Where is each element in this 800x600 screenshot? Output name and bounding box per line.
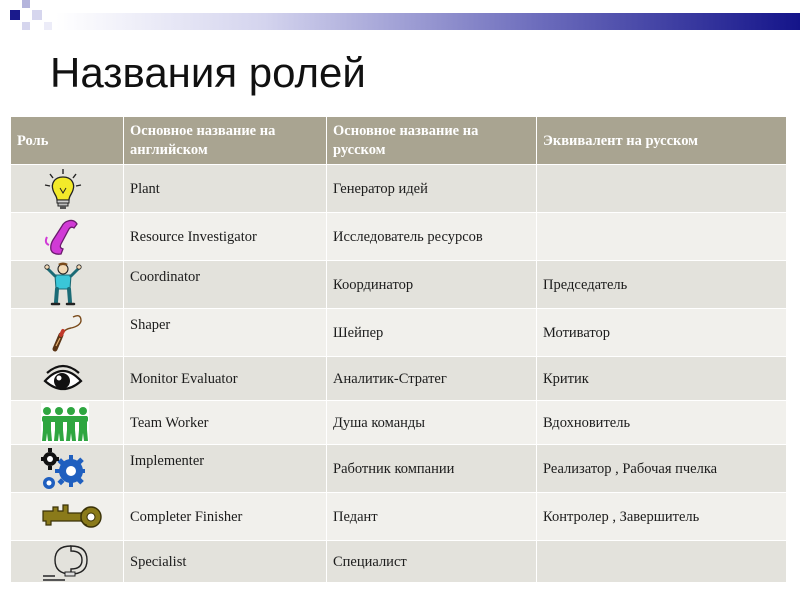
role-english-name: Specialist (124, 541, 327, 583)
role-russian-equivalent: Реализатор , Рабочая пчелка (537, 445, 787, 493)
role-russian-equivalent: Мотиватор (537, 309, 787, 357)
role-english-name: Monitor Evaluator (124, 357, 327, 401)
telephone-handset-icon (41, 215, 85, 259)
role-icon-cell (11, 213, 124, 261)
role-icon-cell (11, 445, 124, 493)
table-row (11, 213, 787, 261)
person-icon (41, 262, 85, 308)
role-russian-equivalent (537, 541, 787, 583)
paper-dolls-icon (41, 403, 89, 443)
whip-icon (41, 311, 85, 355)
role-russian-equivalent: Председатель (537, 261, 787, 309)
role-russian-equivalent: Критик (537, 357, 787, 401)
role-icon-cell (11, 165, 124, 213)
role-icon-cell (11, 357, 124, 401)
role-russian-equivalent: Контролер , Завершитель (537, 493, 787, 541)
column-header-russian-name: Основное название на русском (327, 117, 537, 165)
role-english-name: Resource Investigator (124, 213, 327, 261)
role-english-name: Coordinator (124, 261, 327, 309)
page-title: Названия ролей (50, 49, 366, 96)
role-icon-cell (11, 493, 124, 541)
table-row (11, 493, 787, 541)
table-header-row (11, 117, 787, 165)
table-row (11, 445, 787, 493)
role-icon-cell (11, 261, 124, 309)
role-english-name: Shaper (124, 309, 327, 357)
role-icon-cell (11, 401, 124, 445)
eye-icon (41, 359, 85, 399)
role-icon-cell (11, 541, 124, 583)
gears-icon (41, 447, 85, 491)
key-icon (41, 495, 103, 539)
table-row (11, 357, 787, 401)
role-russian-equivalent (537, 165, 787, 213)
column-header-role: Роль (11, 117, 124, 165)
table-row (11, 401, 787, 445)
role-russian-name: Координатор (327, 261, 537, 309)
role-russian-name: Работник компании (327, 445, 537, 493)
role-russian-equivalent (537, 213, 787, 261)
table-row (11, 309, 787, 357)
role-english-name: Team Worker (124, 401, 327, 445)
role-russian-name: Душа команды (327, 401, 537, 445)
column-header-english-name: Основное название на английском (124, 117, 327, 165)
role-russian-name: Аналитик-Стратег (327, 357, 537, 401)
roles-table (10, 116, 787, 583)
role-english-name: Plant (124, 165, 327, 213)
table-row (11, 165, 787, 213)
role-english-name: Completer Finisher (124, 493, 327, 541)
slide-decoration (0, 0, 800, 50)
role-russian-name: Педант (327, 493, 537, 541)
magnet-icon (41, 542, 103, 582)
table-row (11, 541, 787, 583)
table-row (11, 261, 787, 309)
role-icon-cell (11, 309, 124, 357)
role-russian-equivalent: Вдохновитель (537, 401, 787, 445)
role-russian-name: Специалист (327, 541, 537, 583)
role-russian-name: Генератор идей (327, 165, 537, 213)
column-header-russian-equivalent: Эквивалент на русском (537, 117, 787, 165)
role-russian-name: Шейпер (327, 309, 537, 357)
role-russian-name: Исследователь ресурсов (327, 213, 537, 261)
light-bulb-icon (41, 167, 85, 211)
role-english-name: Implementer (124, 445, 327, 493)
